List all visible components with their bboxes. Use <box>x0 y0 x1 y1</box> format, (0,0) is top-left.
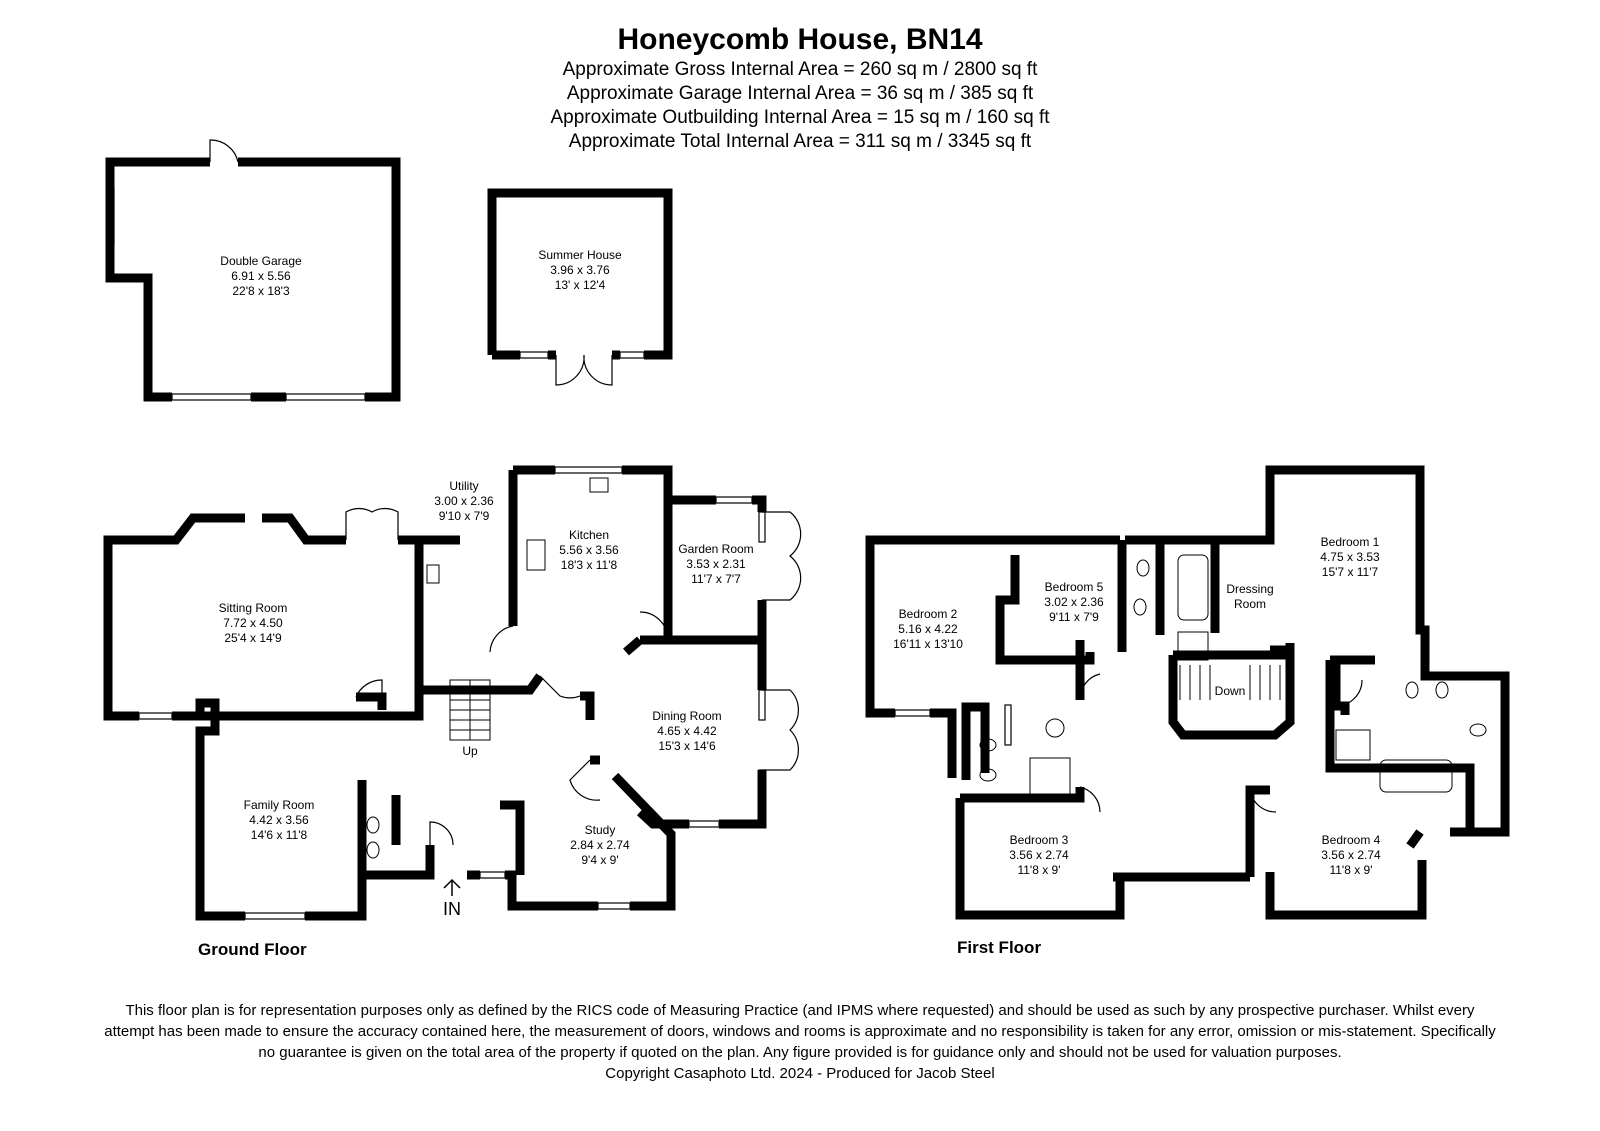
svg-text:Sitting Room: Sitting Room <box>218 601 288 615</box>
basin-icon <box>367 842 379 858</box>
dining-room-label <box>652 709 721 753</box>
basin-icon <box>1134 599 1146 615</box>
total-area: Approximate Total Internal Area = 311 sq m / 3345 sq ft <box>568 131 1032 152</box>
svg-text:22'8 x 18'3: 22'8 x 18'3 <box>232 284 290 298</box>
garage-label <box>220 254 302 298</box>
hob-icon <box>527 540 545 570</box>
svg-text:3.53 x 2.31: 3.53 x 2.31 <box>686 557 746 571</box>
sitting-room-label <box>219 601 288 645</box>
basin-icon <box>1406 682 1418 698</box>
svg-text:Bedroom 1: Bedroom 1 <box>1320 535 1380 549</box>
family-room-label <box>244 798 315 842</box>
svg-text:11'8 x 9': 11'8 x 9' <box>1017 863 1061 877</box>
svg-text:9'11 x 7'9: 9'11 x 7'9 <box>1049 610 1099 624</box>
svg-text:Utility: Utility <box>449 479 479 493</box>
svg-text:25'4 x 14'9: 25'4 x 14'9 <box>224 631 282 645</box>
svg-text:Garden Room: Garden Room <box>678 542 754 556</box>
svg-text:3.56 x 2.74: 3.56 x 2.74 <box>1009 848 1069 862</box>
svg-text:15'3 x 14'6: 15'3 x 14'6 <box>658 739 716 753</box>
svg-text:11'7 x 7'7: 11'7 x 7'7 <box>691 572 741 586</box>
shower-icon <box>1030 758 1070 796</box>
ground-floor-label: Ground Floor <box>198 940 307 959</box>
stairs-down-label: Down <box>1214 684 1246 698</box>
copyright-text: Copyright Casaphoto Ltd. 2024 - Produced for Jacob Steel <box>605 1065 995 1082</box>
toilet-icon <box>367 817 379 833</box>
windows <box>108 189 1508 919</box>
svg-text:5.56 x 3.56: 5.56 x 3.56 <box>559 543 619 557</box>
bedroom-2-label <box>893 607 963 651</box>
toilet-icon <box>1137 560 1149 576</box>
bedroom-4-label <box>1321 833 1381 877</box>
svg-text:3.56 x 2.74: 3.56 x 2.74 <box>1321 848 1381 862</box>
svg-text:2.84 x 2.74: 2.84 x 2.74 <box>570 838 630 852</box>
bedroom-1-label <box>1320 535 1380 579</box>
shower-icon <box>1336 730 1370 760</box>
svg-text:4.65 x 4.42: 4.65 x 4.42 <box>657 724 717 738</box>
kitchen-sink-icon <box>590 478 608 492</box>
svg-text:Dining Room: Dining Room <box>652 709 722 723</box>
summer-house-label <box>538 248 622 292</box>
gross-area: Approximate Gross Internal Area = 260 sq m / 2800 sq ft <box>562 59 1038 80</box>
svg-text:Family Room: Family Room <box>243 798 315 812</box>
bedroom-3-label <box>1009 833 1069 877</box>
study-label <box>570 823 630 867</box>
entrance-label: IN <box>443 899 461 919</box>
svg-text:14'6 x 11'8: 14'6 x 11'8 <box>250 828 308 842</box>
utility-label <box>434 479 494 523</box>
toilet-icon <box>1436 682 1448 698</box>
svg-text:3.96 x 3.76: 3.96 x 3.76 <box>550 263 610 277</box>
svg-text:Dressing: Dressing <box>1226 582 1274 596</box>
svg-text:18'3 x 11'8: 18'3 x 11'8 <box>560 558 618 572</box>
svg-text:Bedroom 2: Bedroom 2 <box>898 607 958 621</box>
svg-text:4.75 x 3.53: 4.75 x 3.53 <box>1320 550 1380 564</box>
bedroom-5-label <box>1044 580 1104 624</box>
bath-icon <box>1178 555 1208 620</box>
svg-text:16'11 x 13'10: 16'11 x 13'10 <box>893 637 963 651</box>
svg-text:Double Garage: Double Garage <box>220 254 302 268</box>
svg-text:3.02 x 2.36: 3.02 x 2.36 <box>1044 595 1104 609</box>
basin-icon <box>1470 724 1486 736</box>
utility-sink-icon <box>427 565 439 583</box>
svg-text:15'7 x 11'7: 15'7 x 11'7 <box>1321 565 1379 579</box>
garden-room-label <box>678 542 753 586</box>
svg-text:11'8 x 9': 11'8 x 9' <box>1329 863 1373 877</box>
svg-text:Study: Study <box>584 823 616 837</box>
svg-text:Kitchen: Kitchen <box>568 528 610 542</box>
svg-text:Bedroom 4: Bedroom 4 <box>1321 833 1381 847</box>
svg-text:Bedroom 5: Bedroom 5 <box>1044 580 1104 594</box>
svg-text:7.72 x 4.50: 7.72 x 4.50 <box>223 616 283 630</box>
svg-text:4.42 x 3.56: 4.42 x 3.56 <box>249 813 309 827</box>
svg-text:Bedroom 3: Bedroom 3 <box>1009 833 1069 847</box>
dressing-room-label <box>1226 582 1273 611</box>
svg-text:9'4 x 9': 9'4 x 9' <box>581 853 619 867</box>
svg-text:13' x 12'4: 13' x 12'4 <box>554 278 606 292</box>
svg-text:Summer House: Summer House <box>538 248 622 262</box>
disclaimer-block <box>100 1000 1500 1084</box>
svg-text:6.91 x 5.56: 6.91 x 5.56 <box>231 269 291 283</box>
disclaimer-text: This floor plan is for representation purposes only as defined by the RICS code of Measuring Practice (and IPMS where requested) and should be used as such by any prospective purchaser. Whilst every attempt has been made to ensure the accuracy contained here, the measurement of doors, windows and rooms is approximate and no responsibility is taken for any error, omission or mis-statement. Specifically no guarantee is given on the total area of the property if quoted on the plan. Any figure provided is for guidance only and should not be used for valuation purposes. <box>104 1002 1496 1061</box>
kitchen-label <box>559 528 619 572</box>
garage-area: Approximate Garage Internal Area = 36 sq m / 385 sq ft <box>566 83 1034 104</box>
outbuilding-area: Approximate Outbuilding Internal Area = 15 sq m / 160 sq ft <box>550 107 1050 128</box>
svg-text:Room: Room <box>1233 597 1267 611</box>
ground-floor-walls <box>108 470 762 916</box>
first-floor-label: First Floor <box>957 938 1042 957</box>
stairs-up-label: Up <box>462 744 478 758</box>
entrance-arrow-icon <box>443 880 461 919</box>
svg-text:9'10 x 7'9: 9'10 x 7'9 <box>438 509 490 523</box>
fixtures <box>367 478 1486 858</box>
property-title: Honeycomb House, BN14 <box>617 23 983 56</box>
svg-text:5.16 x 4.22: 5.16 x 4.22 <box>898 622 958 636</box>
cylinder-icon <box>1046 719 1064 737</box>
svg-text:3.00 x 2.36: 3.00 x 2.36 <box>434 494 494 508</box>
